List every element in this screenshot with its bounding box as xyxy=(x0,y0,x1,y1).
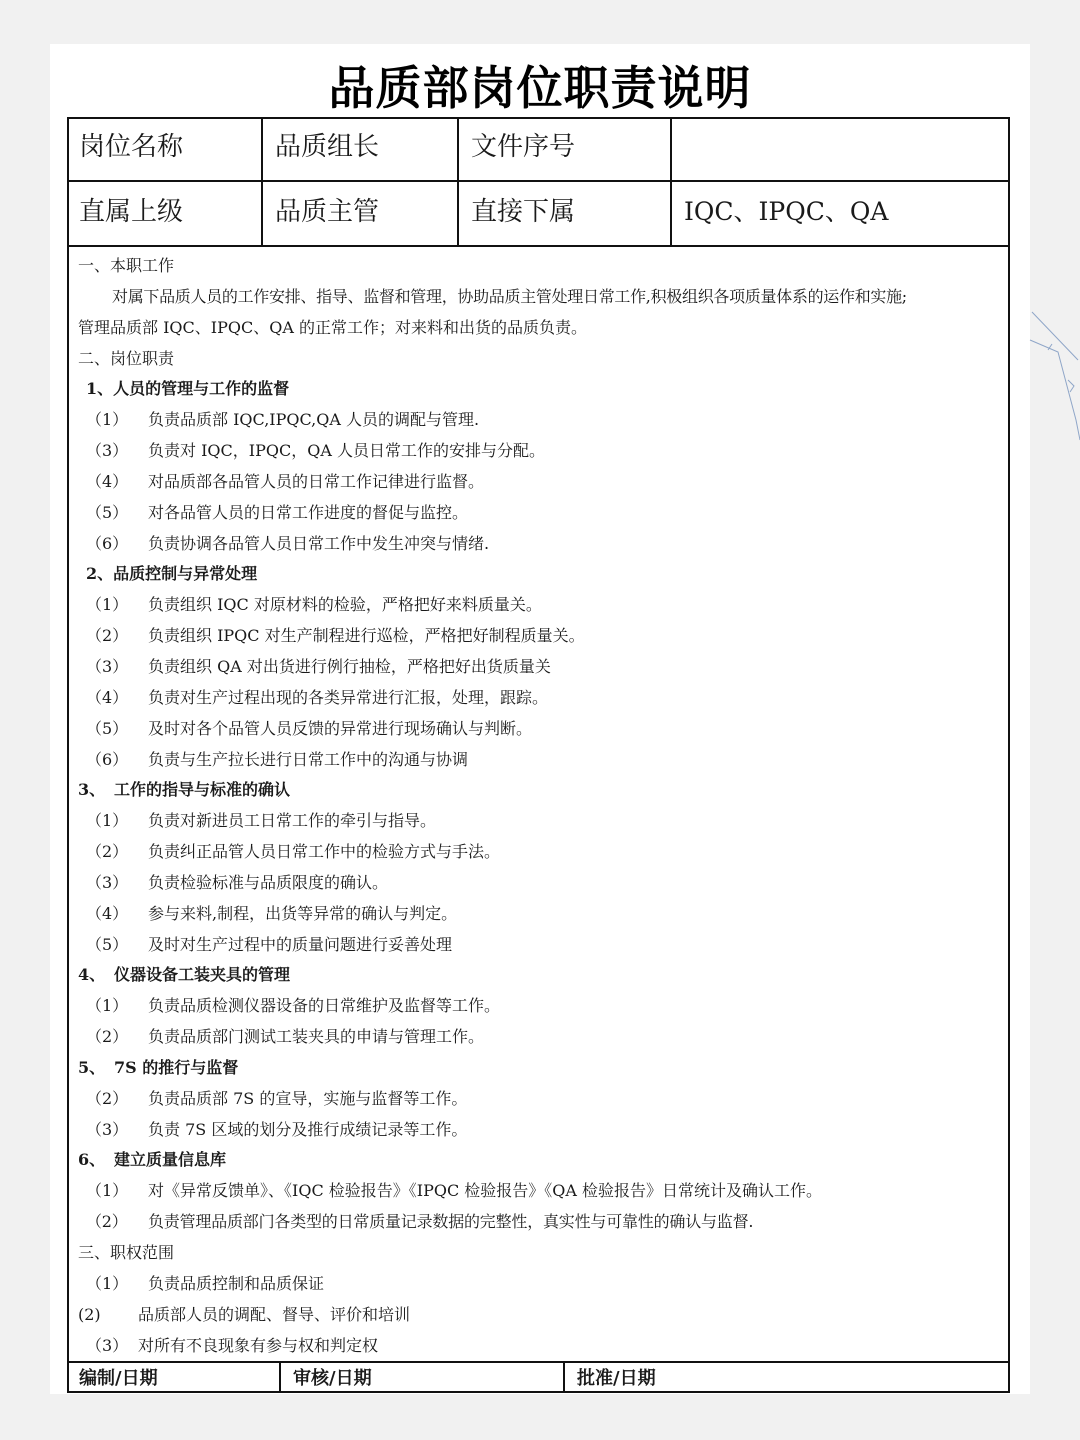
list-item xyxy=(78,899,1003,930)
list-item xyxy=(78,498,1003,529)
item-text: 负责对新进员工日常工作的牵引与指导。 xyxy=(148,811,437,831)
list-item xyxy=(78,991,1003,1022)
item-text: 负责 7S 区域的划分及推行成绩记录等工作。 xyxy=(148,1119,468,1139)
item-number: （5） xyxy=(86,934,129,954)
list-item xyxy=(78,467,1003,498)
label-direct-subordinates: 直接下属 xyxy=(459,182,672,245)
section-heading: 三、职权范围 xyxy=(78,1243,175,1262)
list-item xyxy=(78,1269,1003,1300)
item-number: （5） xyxy=(86,502,129,522)
value-direct-subordinates: IQC、IPQC、QA xyxy=(684,197,889,226)
group-title: 7S 的推行与监督 xyxy=(114,1057,239,1077)
item-text: 负责管理品质部门各类型的日常质量记录数据的完整性，真实性与可靠性的确认与监督. xyxy=(148,1212,754,1232)
group-title: 工作的指导与标准的确认 xyxy=(114,780,291,800)
item-number: （6） xyxy=(86,533,129,553)
approved-by-date: 批准/日期 xyxy=(577,1368,656,1389)
item-number: （1） xyxy=(86,811,129,831)
item-number: （4） xyxy=(86,903,129,923)
value-position-name: 品质组长 xyxy=(263,117,459,180)
list-item xyxy=(78,745,1003,776)
duties-content xyxy=(78,251,1003,1361)
list-item xyxy=(78,436,1003,467)
item-text: 对《异常反馈单》、《IQC 检验报告》《IPQC 检验报告》《QA 检验报告》日常统计及确认工作。 xyxy=(148,1181,823,1201)
list-item xyxy=(78,868,1003,899)
prepared-by-date: 编制/日期 xyxy=(67,1363,281,1393)
item-number: （1） xyxy=(86,595,129,615)
item-text: 负责组织 IQC 对原材料的检验，严格把好来料质量关。 xyxy=(148,595,542,615)
item-text: 品质部人员的调配、督导、评价和培训 xyxy=(138,1304,411,1324)
list-item xyxy=(78,930,1003,961)
item-text: 参与来料,制程，出货等异常的确认与判定。 xyxy=(148,903,458,923)
item-text: 对所有不良现象有参与权和判定权 xyxy=(138,1335,379,1355)
group-title: 仪器设备工装夹具的管理 xyxy=(114,965,291,985)
item-text: 负责检验标准与品质限度的确认。 xyxy=(148,872,389,892)
list-item xyxy=(78,683,1003,714)
list-item xyxy=(78,405,1003,436)
list-item xyxy=(78,1115,1003,1146)
item-text: 负责品质检测仪器设备的日常维护及监督等工作。 xyxy=(148,996,501,1016)
group-heading: 2、品质控制与异常处理 xyxy=(86,564,258,584)
item-text: 负责品质部 IQC,IPQC,QA 人员的调配与管理. xyxy=(148,410,480,430)
list-item xyxy=(78,1331,1003,1362)
item-text: 负责协调各品管人员日常工作中发生冲突与情绪. xyxy=(148,533,490,553)
item-text: 负责对 IQC，IPQC，QA 人员日常工作的安排与分配。 xyxy=(148,441,545,461)
item-number: （1） xyxy=(86,1181,129,1201)
list-item xyxy=(78,1022,1003,1053)
header-row-1 xyxy=(67,117,1010,182)
list-item xyxy=(78,529,1003,560)
group-number: 4、 xyxy=(78,965,106,985)
item-number: （3） xyxy=(86,1119,129,1139)
item-text: 负责组织 IPQC 对生产制程进行巡检，严格把好制程质量关。 xyxy=(148,626,585,646)
group-number: 3、 xyxy=(78,780,106,800)
list-item xyxy=(78,837,1003,868)
item-text: 及时对生产过程中的质量问题进行妥善处理 xyxy=(148,934,453,954)
item-number: （4） xyxy=(86,471,129,491)
paragraph-line: 对属下品质人员的工作安排、指导、监督和管理，协助品质主管处理日常工作,积极组织各项质量体系的运作和实施; xyxy=(112,286,907,306)
group-heading xyxy=(78,775,1003,806)
section-heading: 二、岗位职责 xyxy=(78,348,175,368)
group-title: 建立质量信息库 xyxy=(114,1150,227,1170)
item-number: （2） xyxy=(86,1088,129,1108)
label-position-name: 岗位名称 xyxy=(67,117,263,180)
item-text: 负责组织 QA 对出货进行例行抽检，严格把好出货质量关 xyxy=(148,656,551,676)
item-number: （1） xyxy=(86,1273,129,1293)
label-direct-superior: 直属上级 xyxy=(67,182,263,245)
group-heading xyxy=(78,960,1003,991)
list-item xyxy=(78,590,1003,621)
list-item xyxy=(78,652,1003,683)
item-number: （3） xyxy=(86,441,129,461)
item-number: （1） xyxy=(86,410,129,430)
list-item xyxy=(78,1084,1003,1115)
item-number: （2） xyxy=(86,1212,128,1232)
item-text: 及时对各个品管人员反馈的异常进行现场确认与判断。 xyxy=(148,718,533,738)
list-item xyxy=(78,714,1003,745)
item-text: 负责对生产过程出现的各类异常进行汇报，处理，跟踪。 xyxy=(148,687,549,707)
page-title: 品质部岗位职责说明 xyxy=(328,61,752,115)
paragraph-line: 管理品质部 IQC、IPQC、QA 的正常工作；对来料和出货的品质负责。 xyxy=(78,317,587,337)
item-text: 负责品质部 7S 的宣导，实施与监督等工作。 xyxy=(148,1088,468,1108)
item-text: 负责品质控制和品质保证 xyxy=(148,1273,325,1293)
header-row-2 xyxy=(67,182,1010,247)
item-number: （2） xyxy=(86,842,129,862)
group-heading xyxy=(78,1145,1003,1176)
list-item xyxy=(78,621,1003,652)
group-heading: 1、人员的管理与工作的监督 xyxy=(86,379,290,399)
label-document-number: 文件序号 xyxy=(459,117,672,180)
item-number: (2) xyxy=(78,1304,101,1324)
item-number: （5） xyxy=(86,718,129,738)
item-text: 对各品管人员的日常工作进度的督促与监控。 xyxy=(148,502,469,522)
item-number: （6） xyxy=(86,749,129,769)
group-number: 5、 xyxy=(78,1057,106,1077)
item-number: （3） xyxy=(86,1335,129,1355)
item-number: （3） xyxy=(86,872,129,892)
list-item xyxy=(78,1207,1003,1238)
item-text: 对品质部各品管人员的日常工作记律进行监督。 xyxy=(148,471,485,491)
item-text: 负责与生产拉长进行日常工作中的沟通与协调 xyxy=(148,749,469,769)
item-number: （2） xyxy=(86,1027,129,1047)
pen-scribble-icon xyxy=(1028,300,1080,450)
value-direct-superior: 品质主管 xyxy=(263,182,459,245)
item-text: 负责纠正品管人员日常工作中的检验方式与手法。 xyxy=(148,842,501,862)
item-text: 负责品质部门测试工装夹具的申请与管理工作。 xyxy=(148,1027,485,1047)
list-item xyxy=(78,806,1003,837)
value-document-number xyxy=(672,117,1010,180)
item-number: （3） xyxy=(86,656,129,676)
item-number: （2） xyxy=(86,626,129,646)
item-number: （1） xyxy=(86,996,129,1016)
reviewed-by-date: 审核/日期 xyxy=(281,1363,565,1393)
section-heading: 一、本职工作 xyxy=(78,256,175,275)
list-item xyxy=(78,1300,1003,1331)
group-number: 6、 xyxy=(78,1150,106,1170)
item-number: （4） xyxy=(86,687,129,707)
signature-footer xyxy=(67,1361,1010,1393)
group-heading xyxy=(78,1053,1003,1084)
list-item xyxy=(78,1176,1003,1207)
